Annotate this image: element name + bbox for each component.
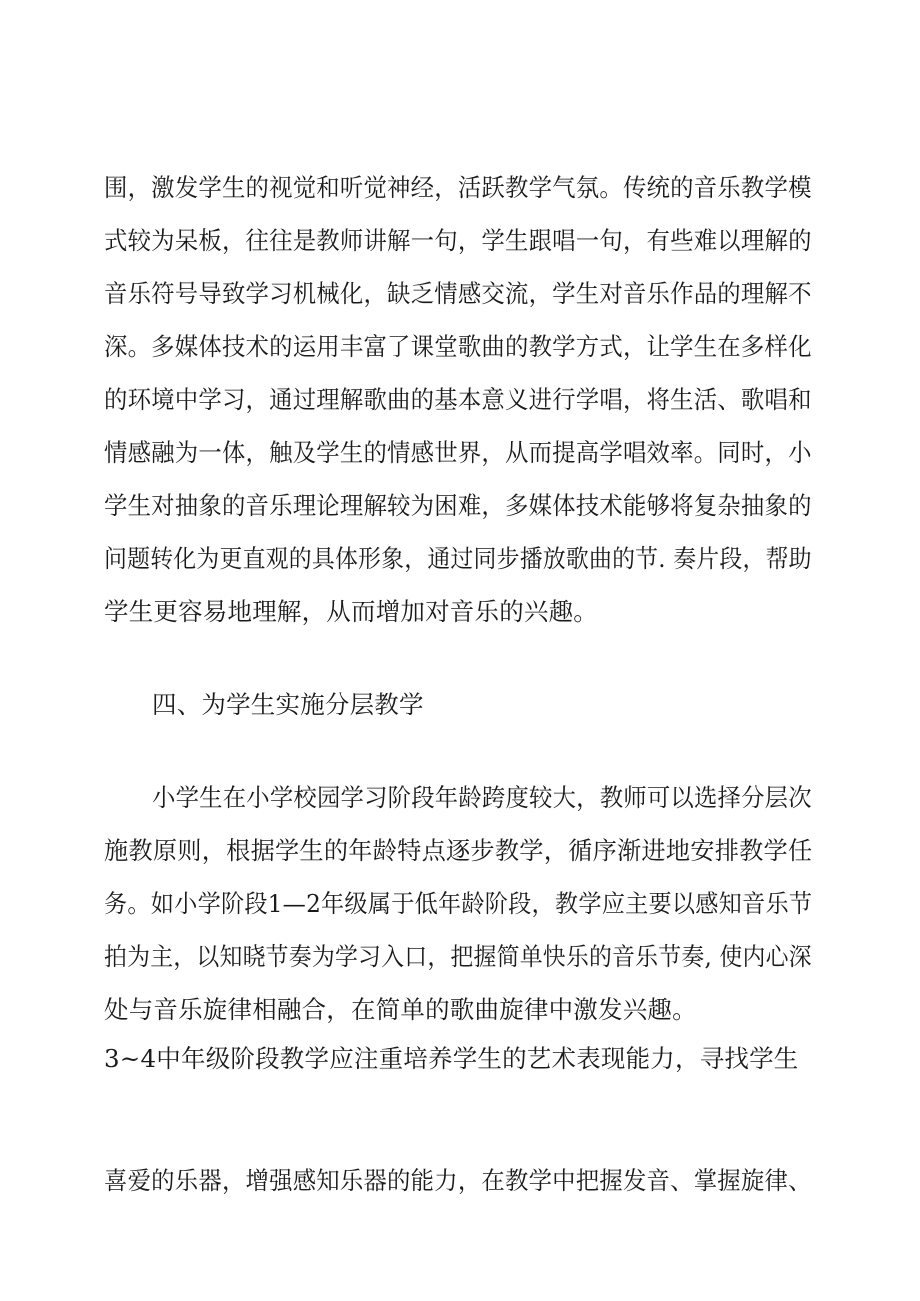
text-line: 音乐符号导致学习机械化，缺乏情感交流，学生对音乐作品的理解不 bbox=[104, 279, 812, 308]
text-line: 问题转化为更直观的具体形象，通过同步播放歌曲的节. 奏片段，帮助 bbox=[104, 544, 812, 573]
text-line: 3~4中年级阶段教学应注重培养学生的艺术表现能力，寻找学生 bbox=[104, 1044, 799, 1073]
text-line: 深。多媒体技术的运用丰富了课堂歌曲的教学方式，让学生在多样化 bbox=[104, 332, 812, 361]
section-heading: 四、为学生实施分层教学 bbox=[152, 690, 424, 719]
text-line: 小学生在小学校园学习阶段年龄跨度较大，教师可以选择分层次 bbox=[152, 783, 812, 812]
text-line: 施教原则，根据学生的年龄特点逐步教学，循序渐进地安排教学任 bbox=[104, 836, 813, 865]
text-line: 务。如小学阶段1—2年级属于低年龄阶段，教学应主要以感知音乐节 bbox=[104, 889, 813, 918]
text-line: 学生更容易地理解，从而增加对音乐的兴趣。 bbox=[104, 597, 598, 626]
text-line: 处与音乐旋律相融合，在简单的歌曲旋律中激发兴趣。 bbox=[104, 995, 697, 1024]
text-line: 喜爱的乐器，增强感知乐器的能力，在教学中把握发音、掌握旋律、 bbox=[104, 1166, 812, 1195]
text-line: 式较为呆板，往往是教师讲解一句，学生跟唱一句，有些难以理解的 bbox=[104, 226, 812, 255]
text-line: 情感融为一体，触及学生的情感世界，从而提高学唱效率。同时，小 bbox=[104, 438, 812, 467]
text-line: 的环境中学习，通过理解歌曲的基本意义进行学唱，将生活、歌唱和 bbox=[104, 385, 812, 414]
text-line: 学生对抽象的音乐理论理解较为困难，多媒体技术能够将复杂抽象的 bbox=[104, 491, 812, 520]
text-line: 拍为主，以知晓节奏为学习入口，把握简单快乐的音乐节奏, 使内心深 bbox=[104, 942, 812, 971]
text-line: 围，激发学生的视觉和听觉神经，活跃教学气氛。传统的音乐教学模 bbox=[104, 173, 812, 202]
